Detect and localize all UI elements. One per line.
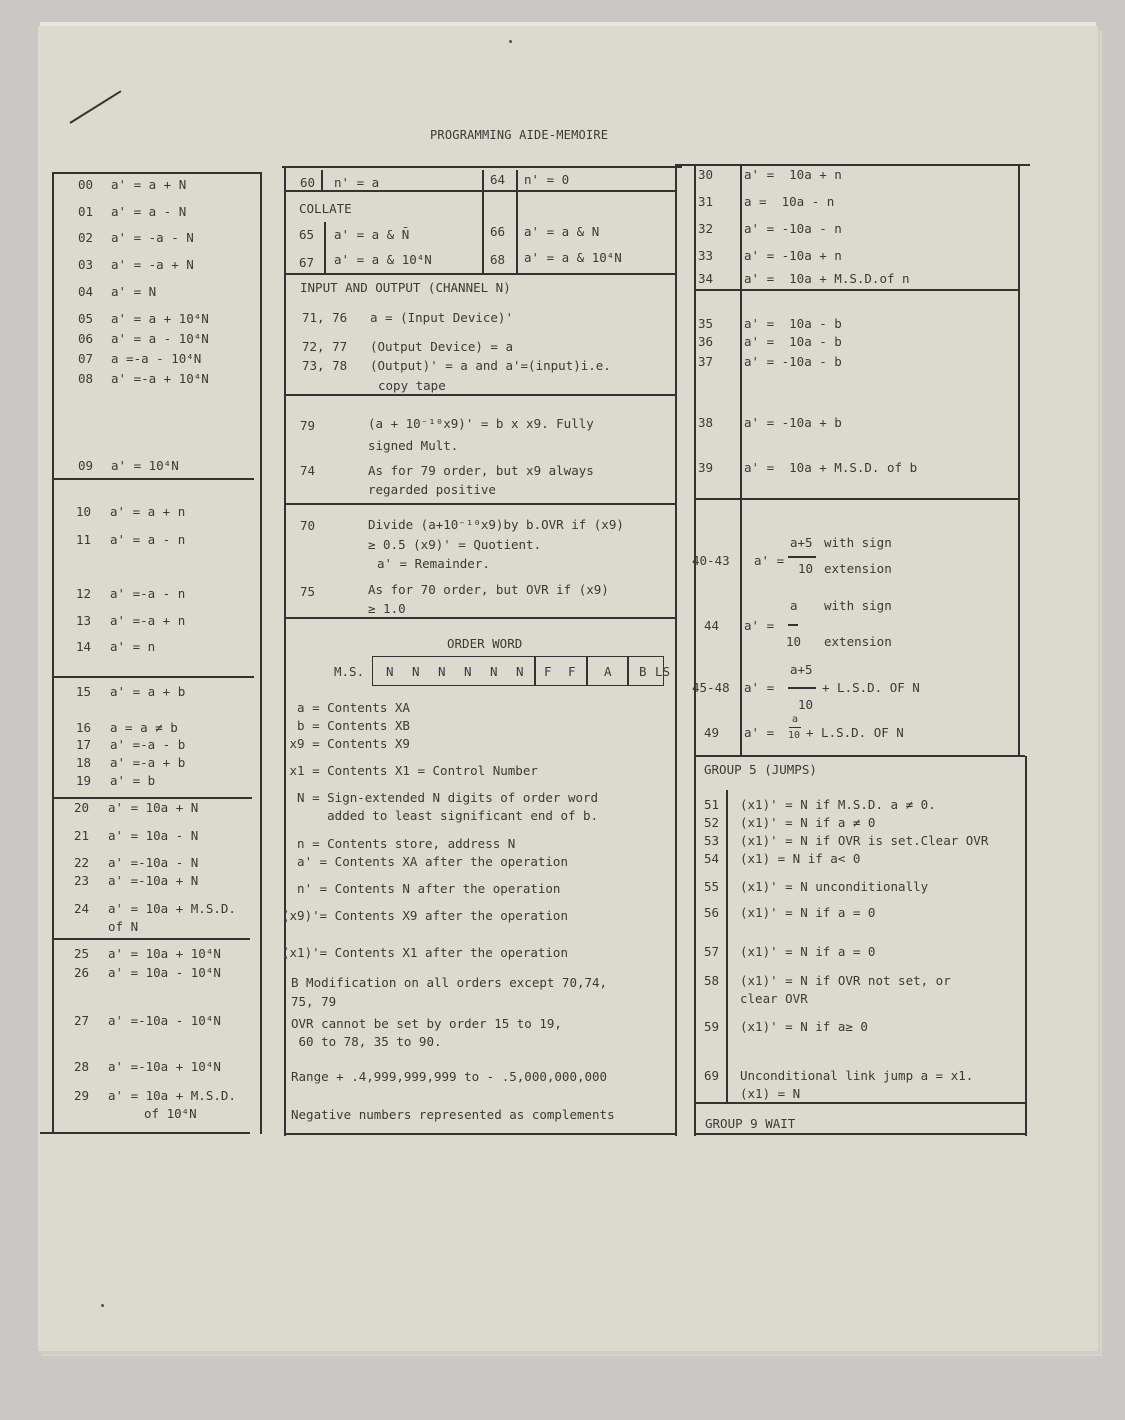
order-code: 38 (698, 415, 714, 430)
order-expr: a' = 10a + 10⁴N (108, 946, 221, 961)
order-expr: with sign (824, 598, 892, 613)
divider (516, 170, 518, 274)
order-code: 10 (76, 504, 92, 519)
field-f: F (544, 664, 552, 679)
order-expr: a' = Remainder. (377, 556, 490, 571)
divider (286, 617, 676, 619)
note: 60 to 78, 35 to 90. (291, 1034, 442, 1049)
order-code: 64 (490, 172, 506, 187)
order-expr: a = (Input Device)' (370, 310, 513, 325)
order-code: 52 (704, 815, 720, 830)
ms-label: M.S. (334, 664, 365, 679)
definition: a' = Contents XA after the operation (282, 854, 568, 869)
order-code: 05 (78, 311, 94, 326)
order-code: 49 (704, 725, 720, 740)
order-code: 00 (78, 177, 94, 192)
order-code: 57 (704, 944, 720, 959)
order-code: 58 (704, 973, 720, 988)
order-expr: a' = 10a + M.S.D. (108, 1088, 236, 1103)
order-expr: a' = 10a + M.S.D.of n (744, 271, 910, 286)
order-expr: a' =-a - b (110, 737, 186, 752)
order-code: 44 (704, 618, 720, 633)
order-expr: a' = 10a - 10⁴N (108, 965, 221, 980)
note: Range + .4,999,999,999 to - .5,000,000,000 (291, 1069, 608, 1084)
order-expr: a' = 10a - b (744, 316, 842, 331)
order-code: 40-43 (692, 553, 730, 568)
order-expr: a' = (754, 553, 785, 568)
order-code: 02 (78, 230, 94, 245)
definition: x1 = Contents X1 = Control Number (282, 763, 538, 778)
order-expr: a = 10a - n (744, 194, 835, 209)
order-code: 15 (76, 684, 92, 699)
order-expr: + L.S.D. OF N (806, 725, 904, 740)
order-code: 04 (78, 284, 94, 299)
order-expr: a' = N (111, 284, 157, 299)
group-9-wait: GROUP 9 WAIT (705, 1116, 796, 1131)
order-expr: a' =-a + 10⁴N (111, 371, 209, 386)
note: Negative numbers represented as complements (291, 1107, 615, 1122)
divider (286, 273, 676, 275)
order-code: 37 (698, 354, 714, 369)
order-expr: (x1)' = N if a = 0 (740, 944, 876, 959)
order-expr: a' = a + b (110, 684, 186, 699)
order-expr: a' = -a - N (111, 230, 194, 245)
order-code: 03 (78, 257, 94, 272)
field-f: F (568, 664, 576, 679)
divider (286, 394, 676, 396)
fraction-denominator: 10 (798, 561, 814, 576)
order-code: 19 (76, 773, 92, 788)
order-code: 35 (698, 316, 714, 331)
order-expr: a' = 10a - N (108, 828, 199, 843)
definition: b = Contents XB (282, 718, 410, 733)
order-code: 11 (76, 532, 92, 547)
order-expr: (x1)' = N if a = 0 (740, 905, 876, 920)
section-heading: COLLATE (299, 201, 352, 216)
order-expr: a' = (744, 725, 775, 740)
order-code: 23 (74, 873, 90, 888)
divider (52, 478, 254, 480)
col1-right-border (260, 172, 262, 1134)
order-expr: regarded positive (368, 482, 496, 497)
order-expr: (x1)' = N if M.S.D. a ≠ 0. (740, 797, 936, 812)
order-expr: a' =-10a + 10⁴N (108, 1059, 221, 1074)
fraction-denominator: 10 (786, 634, 802, 649)
order-expr: Divide (a+10⁻¹⁰x9)by b.OVR if (x9) (368, 517, 624, 532)
field-n: N (464, 664, 472, 679)
divider (52, 676, 254, 678)
order-expr: (x1)' = N unconditionally (740, 879, 929, 894)
order-code: 12 (76, 586, 92, 601)
order-code: 29 (74, 1088, 90, 1103)
divider (695, 1102, 1025, 1104)
note: OVR cannot be set by order 15 to 19, (291, 1016, 562, 1031)
definition: N = Sign-extended N digits of order word (282, 790, 599, 805)
order-expr: a' = a - n (110, 532, 186, 547)
order-expr: (x1)' = N if OVR is set.Clear OVR (740, 833, 989, 848)
order-expr: a' = a & N̄ (334, 227, 410, 242)
order-expr: a' = a + n (110, 504, 186, 519)
col3-jump-divider (726, 790, 728, 1102)
col3-left-border (694, 164, 696, 1136)
order-expr: a = a ≠ b (110, 720, 178, 735)
order-code: 36 (698, 334, 714, 349)
order-code: 67 (299, 255, 315, 270)
order-code: 06 (78, 331, 94, 346)
field-n: N (438, 664, 446, 679)
order-expr: Unconditional link jump a = x1. (740, 1068, 974, 1083)
field-n: N (386, 664, 394, 679)
order-expr: a' = a & N (524, 224, 600, 239)
divider (286, 190, 676, 192)
divider (52, 938, 250, 940)
order-code: 27 (74, 1013, 90, 1028)
definition: x9 = Contents X9 (282, 736, 410, 751)
order-code: 71, 76 (302, 310, 348, 325)
order-expr: a' =-10a - N (108, 855, 199, 870)
order-code: 60 (300, 175, 316, 190)
fraction-numerator: a+5 (790, 662, 813, 677)
field-divider (534, 656, 536, 686)
order-expr: a' =-10a - 10⁴N (108, 1013, 221, 1028)
order-expr: of N (108, 919, 139, 934)
speck (509, 40, 512, 43)
note: B Modification on all orders except 70,74, (291, 975, 608, 990)
order-expr: of 10⁴N (144, 1106, 197, 1121)
definition: n = Contents store, address N (282, 836, 516, 851)
divider (52, 797, 252, 799)
fraction-bar (788, 624, 798, 626)
order-code: 79 (300, 418, 316, 433)
fraction-bar (788, 687, 816, 689)
order-code: 01 (78, 204, 94, 219)
field-divider (627, 656, 629, 686)
order-expr: a' = a + 10⁴N (111, 311, 209, 326)
order-code: 68 (490, 252, 506, 267)
order-code: 72, 77 (302, 339, 348, 354)
order-expr: (x1)' = N if a≥ 0 (740, 1019, 868, 1034)
order-code: 34 (698, 271, 714, 286)
order-code: 24 (74, 901, 90, 916)
definition: added to least significant end of b. (282, 808, 599, 823)
order-expr: a' = (744, 618, 775, 633)
order-code: 08 (78, 371, 94, 386)
order-code: 31 (698, 194, 714, 209)
order-expr: a' = a & 10⁴N (334, 252, 432, 267)
speck (101, 1304, 104, 1307)
order-expr: a' = -10a + b (744, 415, 842, 430)
order-expr: a' =-a + n (110, 613, 186, 628)
divider (324, 222, 326, 274)
order-expr: (a + 10⁻¹⁰x9)' = b x x9. Fully (368, 416, 594, 431)
fraction-denominator: 10 (788, 730, 801, 741)
order-expr: a' = a - N (111, 204, 187, 219)
order-expr: n' = 0 (524, 172, 570, 187)
order-expr: extension (824, 634, 892, 649)
definition: (x1)'= Contents X1 after the operation (282, 945, 568, 960)
fraction-numerator: a+5 (790, 535, 813, 550)
order-expr: (x1)' = N if a ≠ 0 (740, 815, 876, 830)
order-expr: a' = -a + N (111, 257, 194, 272)
order-expr: a' =-10a + N (108, 873, 199, 888)
order-expr: a' = (744, 680, 775, 695)
order-expr: As for 70 order, but OVR if (x9) (368, 582, 609, 597)
ls-label: LS (655, 664, 671, 679)
order-expr: extension (824, 561, 892, 576)
fraction-bar (788, 556, 816, 558)
divider (282, 166, 682, 168)
order-code: 09 (78, 458, 94, 473)
order-code: 51 (704, 797, 720, 812)
field-divider (586, 656, 588, 686)
order-code: 26 (74, 965, 90, 980)
order-expr: (x1) = N if a< 0 (740, 851, 861, 866)
order-code: 75 (300, 584, 316, 599)
col1-left-border (52, 172, 54, 1134)
order-code: 56 (704, 905, 720, 920)
order-expr: ≥ 0.5 (x9)' = Quotient. (368, 537, 542, 552)
order-code: 65 (299, 227, 315, 242)
order-expr: a' = 10a + N (108, 800, 199, 815)
field-n: N (490, 664, 498, 679)
order-expr: a' =-a + b (110, 755, 186, 770)
field-n: N (516, 664, 524, 679)
order-expr: clear OVR (740, 991, 808, 1006)
section-heading: INPUT AND OUTPUT (CHANNEL N) (300, 280, 511, 295)
order-expr: a' = a + N (111, 177, 187, 192)
order-code: 59 (704, 1019, 720, 1034)
divider (695, 498, 1019, 500)
order-code: 70 (300, 518, 316, 533)
divider (40, 1132, 250, 1134)
col3-code-divider (740, 164, 742, 756)
order-expr: a' = -10a + n (744, 248, 842, 263)
col2-left-border (284, 166, 286, 1136)
order-code: 39 (698, 460, 714, 475)
order-code: 28 (74, 1059, 90, 1074)
order-expr: copy tape (378, 378, 446, 393)
section-heading: GROUP 5 (JUMPS) (704, 762, 817, 777)
order-expr: a' = 10a - b (744, 334, 842, 349)
order-expr: a' = 10a + M.S.D. of b (744, 460, 918, 475)
note: 75, 79 (291, 994, 337, 1009)
order-expr: a' = -10a - b (744, 354, 842, 369)
order-code: 14 (76, 639, 92, 654)
order-code: 32 (698, 221, 714, 236)
order-expr: a' =-a - n (110, 586, 186, 601)
definition: (x9)'= Contents X9 after the operation (282, 908, 568, 923)
fraction-numerator: a (790, 598, 798, 613)
order-expr: with sign (824, 535, 892, 550)
divider (695, 755, 1025, 757)
definition: a = Contents XA (282, 700, 410, 715)
order-code: 33 (698, 248, 714, 263)
divider (286, 503, 676, 505)
col2-right-border (675, 166, 677, 1136)
order-code: 07 (78, 351, 94, 366)
definition: n' = Contents N after the operation (282, 881, 561, 896)
field-a: A (604, 664, 612, 679)
order-expr: a' = b (110, 773, 156, 788)
order-expr: a' = 10a + n (744, 167, 842, 182)
order-expr: n' = a (334, 175, 380, 190)
order-expr: a' = n (110, 639, 156, 654)
field-b: B (639, 664, 647, 679)
order-expr: a' = 10a + M.S.D. (108, 901, 236, 916)
page-title: PROGRAMMING AIDE-MEMOIRE (430, 128, 609, 142)
divider (321, 170, 323, 192)
order-code: 55 (704, 879, 720, 894)
order-expr: (Output Device) = a (370, 339, 513, 354)
order-expr: signed Mult. (368, 438, 459, 453)
field-n: N (412, 664, 420, 679)
order-code: 54 (704, 851, 720, 866)
divider (284, 1133, 676, 1135)
fraction-bar (789, 727, 801, 728)
order-expr: a' = 10⁴N (111, 458, 179, 473)
order-expr: a' = a & 10⁴N (524, 250, 622, 265)
order-code: 73, 78 (302, 358, 348, 373)
order-code: 69 (704, 1068, 720, 1083)
order-code: 74 (300, 463, 316, 478)
order-expr: As for 79 order, but x9 always (368, 463, 594, 478)
order-code: 22 (74, 855, 90, 870)
order-expr: a' = a - 10⁴N (111, 331, 209, 346)
col3-right-border (1025, 756, 1027, 1136)
order-expr: (x1)' = N if OVR not set, or (740, 973, 951, 988)
order-code: 16 (76, 720, 92, 735)
divider (482, 170, 484, 274)
divider (695, 1133, 1025, 1135)
order-expr: ≥ 1.0 (368, 601, 406, 616)
fraction-numerator: a (792, 714, 799, 725)
divider (52, 172, 262, 174)
divider (695, 289, 1019, 291)
order-code: 53 (704, 833, 720, 848)
order-expr: a' = -10a - n (744, 221, 842, 236)
order-code: 13 (76, 613, 92, 628)
order-code: 45-48 (692, 680, 730, 695)
order-code: 18 (76, 755, 92, 770)
fraction-denominator: 10 (798, 697, 814, 712)
order-expr: (Output)' = a and a'=(input)i.e. (370, 358, 611, 373)
order-code: 21 (74, 828, 90, 843)
col3-right-border (1018, 164, 1020, 756)
order-code: 20 (74, 800, 90, 815)
divider (675, 164, 1030, 166)
order-expr: a =-a - 10⁴N (111, 351, 202, 366)
order-code: 66 (490, 224, 506, 239)
order-expr: + L.S.D. OF N (822, 680, 920, 695)
order-expr: (x1) = N (740, 1086, 801, 1101)
order-code: 25 (74, 946, 90, 961)
section-heading: ORDER WORD (447, 636, 523, 651)
order-code: 17 (76, 737, 92, 752)
order-code: 30 (698, 167, 714, 182)
